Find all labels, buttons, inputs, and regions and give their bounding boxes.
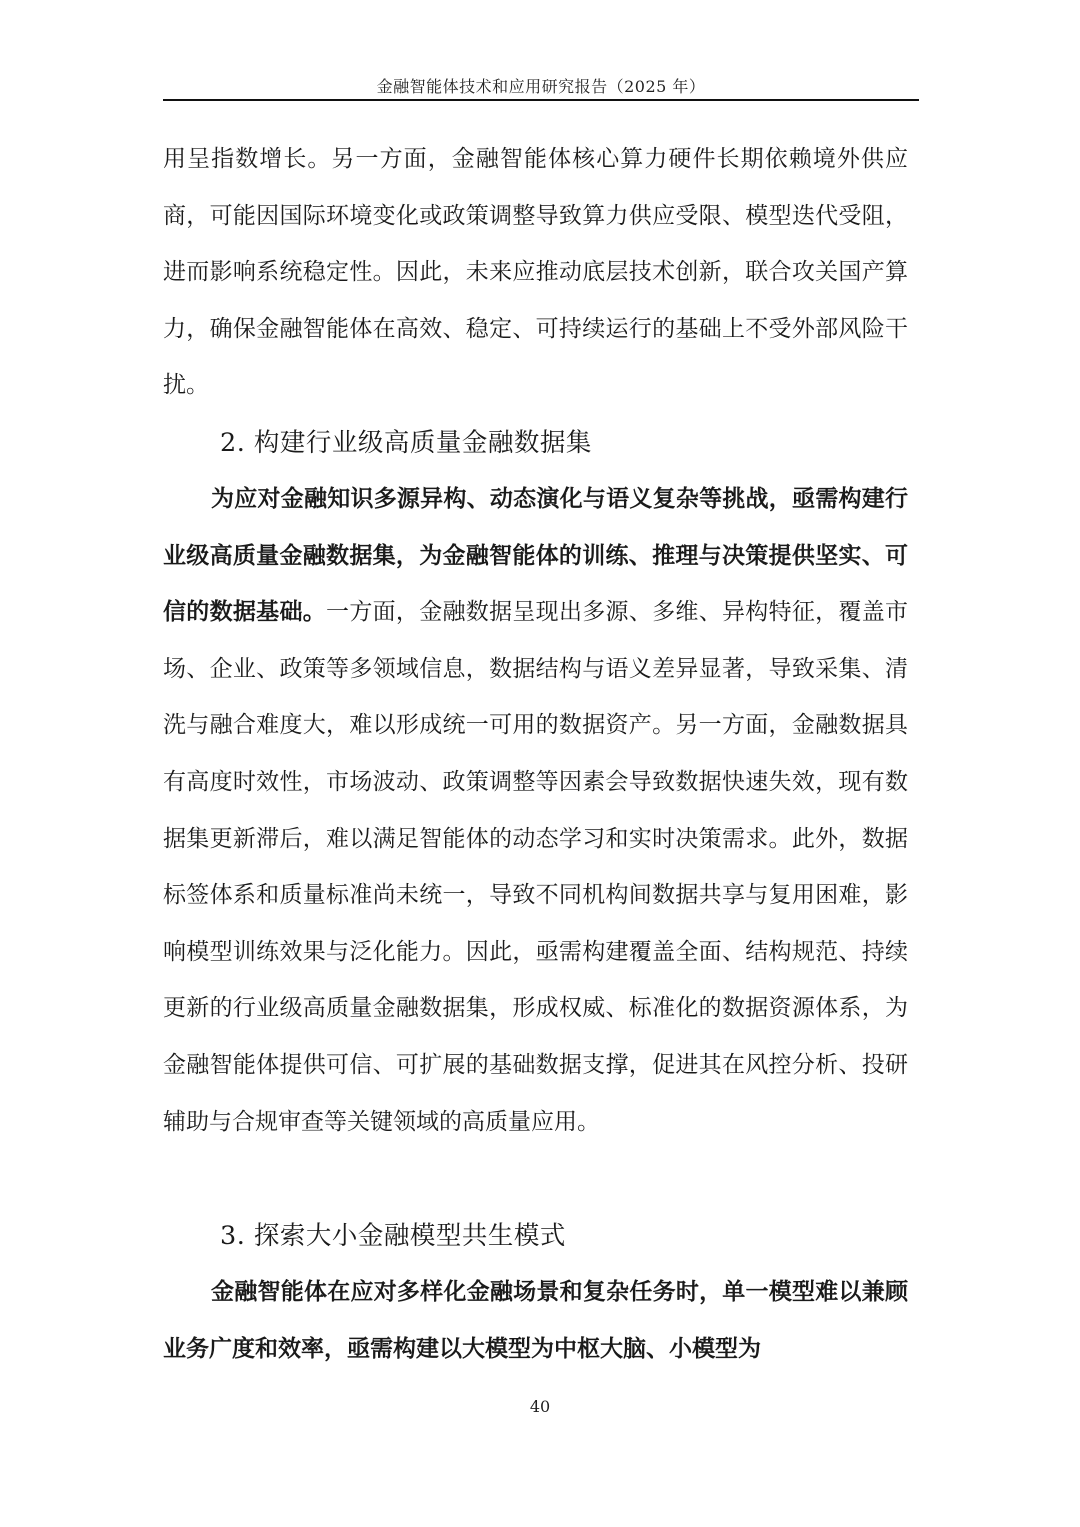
running-header: 金融智能体技术和应用研究报告（2025 年） bbox=[376, 77, 706, 96]
paragraph-compute-dependence: 用呈指数增长。另一方面，金融智能体核心算力硬件长期依赖境外供应商，可能因国际环境变化或政策调整导致算力供应受限、模型迭代受阻，进而影响系统稳定性。因此，未来应推动底层技术创新，联合攻关国产算力，确保金融智能体在高效、稳定、可持续运行的基础上不受外部风险干扰。 bbox=[163, 146, 908, 399]
paragraph-lead-bold: 为应对金融知识多源异构、动态演化与语义复杂等挑战，亟需构建行业级高质量金融数据集，为金融智能体的训练、推理与决策提供坚实、可信的数据基础。 bbox=[163, 486, 908, 626]
paragraph-lead-bold: 金融智能体在应对多样化金融场景和复杂任务时，单一模型难以兼顾业务广度和效率，亟需构建以大模型为中枢大脑、小模型为 bbox=[163, 1279, 908, 1362]
page-number: 40 bbox=[529, 1397, 551, 1416]
section-heading-3: 3. 探索大小金融模型共生模式 bbox=[220, 1221, 566, 1251]
section-heading-2: 2. 构建行业级高质量金融数据集 bbox=[220, 428, 592, 458]
header-rule bbox=[163, 99, 919, 101]
paragraph-financial-dataset bbox=[163, 471, 908, 1150]
paragraph-model-symbiosis bbox=[163, 1264, 908, 1377]
paragraph-body: 一方面，金融数据呈现出多源、多维、异构特征，覆盖市场、企业、政策等多领域信息，数据结构与语义差异显著，导致采集、清洗与融合难度大，难以形成统一可用的数据资产。另一方面，金融数据具有高度时效性，市场波动、政策调整等因素会导致数据快速失效，现有数据集更新滞后，难以满足智能体的动态学习和实时决策需求。此外，数据标签体系和质量标准尚未统一，导致不同机构间数据共享与复用困难，影响模型训练效果与泛化能力。因此，亟需构建覆盖全面、结构规范、持续更新的行业级高质量金融数据集，形成权威、标准化的数据资源体系，为金融智能体提供可信、可扩展的基础数据支撑，促进其在风控分析、投研辅助与合规审查等关键领域的高质量应用。 bbox=[163, 599, 909, 1135]
